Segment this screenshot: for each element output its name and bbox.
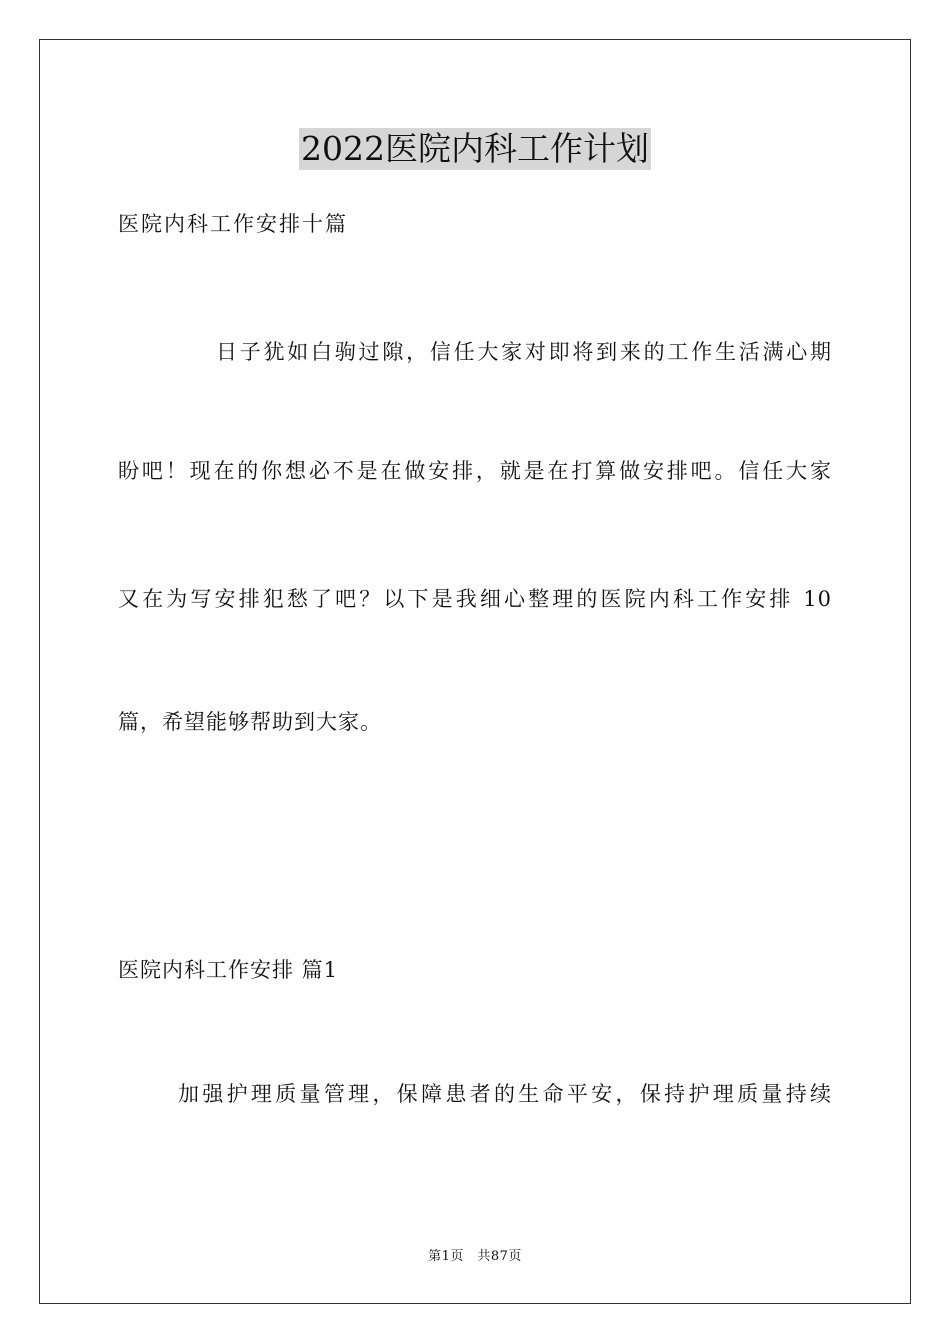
title-container <box>0 128 950 170</box>
intro-line-2: 盼吧！现在的你想必不是在做安排，就是在打算做安排吧。信任大家 <box>118 459 832 483</box>
page-number: 第1页 共87页 <box>428 1249 522 1264</box>
section-body-line-1: 加强护理质量管理，保障患者的生命平安，保持护理质量持续 <box>178 1082 832 1106</box>
intro-line-3: 又在为写安排犯愁了吧？以下是我细心整理的医院内科工作安排 10 <box>118 587 832 611</box>
document-subtitle: 医院内科工作安排十篇 <box>118 212 348 236</box>
intro-line-4: 篇，希望能够帮助到大家。 <box>118 710 382 734</box>
section-heading: 医院内科工作安排 篇1 <box>118 958 339 982</box>
intro-line-1: 日子犹如白驹过隙，信任大家对即将到来的工作生活满心期 <box>216 340 832 364</box>
document-title: 2022医院内科工作计划 <box>301 129 649 168</box>
